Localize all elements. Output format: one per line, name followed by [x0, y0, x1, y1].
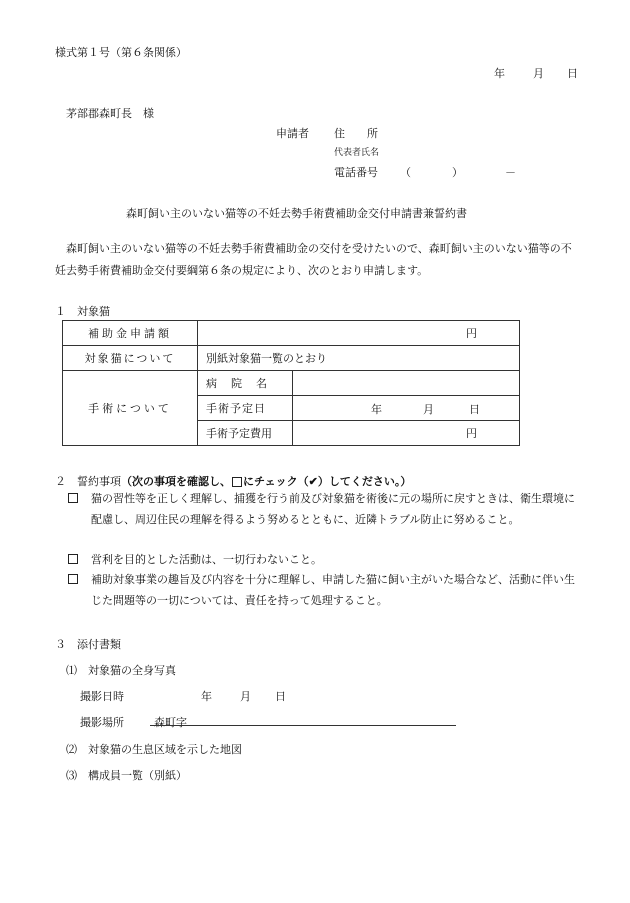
- photo-place-underline: [150, 725, 456, 726]
- date-year-label: 年: [494, 67, 505, 80]
- photo-month-label: 月: [240, 690, 251, 703]
- surgery-date-label: 手術予定日: [198, 396, 293, 421]
- section3-heading: ３ 添付書類: [55, 638, 121, 651]
- surgery-cost-unit: 円: [293, 421, 520, 446]
- pledge-item-2: [67, 549, 579, 570]
- applicant-label: 申請者: [276, 127, 309, 140]
- form-number: 様式第１号（第６条関係）: [55, 46, 187, 59]
- surgery-day-label: 日: [469, 403, 480, 416]
- table-row: [63, 371, 520, 396]
- pledge-item-1: [67, 488, 579, 530]
- section2-heading: [55, 473, 411, 489]
- pledge-text-3: 補助対象事業の趣旨及び内容を十分に理解し、申請した猫に飼い主がいた場合など、活動に伴い生じた問題等の一切については、責任を持って処理すること。: [91, 573, 575, 607]
- document-title: 森町飼い主のいない猫等の不妊去勢手術費補助金交付申請書兼誓約書: [126, 207, 467, 220]
- photo-day-label: 日: [275, 690, 286, 703]
- hospital-name-field: [293, 371, 520, 396]
- section1-heading: １ 対象猫: [55, 305, 110, 318]
- section2-instruction-1: （次の事項を確認し、: [121, 475, 231, 488]
- pledge-checkbox-1[interactable]: [68, 493, 78, 503]
- attachment-item-1: ⑴ 対象猫の全身写真: [66, 664, 176, 677]
- target-cat-table: [62, 320, 520, 446]
- pledge-item-3: [67, 569, 579, 611]
- checkmark-icon: ✔: [308, 475, 318, 488]
- pledge-text-1: 猫の習性等を正しく理解し、捕獲を行う前及び対象猫を術後に元の場所に戻すときは、衛生環境に配慮し、周辺住民の理解を得るよう努めるとともに、近隣トラブル防止に努めること。: [91, 492, 575, 526]
- attachment-item-2: ⑵ 対象猫の生息区域を示した地図: [66, 743, 242, 756]
- intro-paragraph: 森町飼い主のいない猫等の不妊去勢手術費補助金の交付を受けたいので、森町飼い主のいない猫等の不妊去勢手術費補助金交付要綱第６条の規定により、次のとおり申請します。: [55, 242, 572, 277]
- section2-instruction-2: にチェック（: [243, 475, 309, 488]
- pledge-checkbox-2[interactable]: [68, 554, 78, 564]
- date-day-label: 日: [567, 67, 578, 80]
- attachment-item-3: ⑶ 構成員一覧（別紙）: [66, 769, 187, 782]
- pledge-checkbox-3[interactable]: [68, 574, 78, 584]
- address-label: 住 所: [334, 127, 378, 140]
- phone-dash: －: [505, 166, 516, 179]
- table-row: [63, 321, 520, 346]
- target-cat-label: 対象猫について: [63, 346, 198, 371]
- section2-instruction-3: ）してください。）: [317, 475, 412, 488]
- recipient: 茅部郡森町長 様: [66, 107, 154, 120]
- photo-place-value: 森町字: [154, 716, 187, 729]
- photo-place-label: 撮影場所: [80, 716, 124, 729]
- subsidy-amount-label: 補助金申請額: [63, 321, 198, 346]
- photo-year-label: 年: [201, 690, 212, 703]
- pledge-text-2: 営利を目的とした活動は、一切行わないこと。: [91, 553, 322, 566]
- surgery-cost-label: 手術予定費用: [198, 421, 293, 446]
- phone-open-paren: （: [400, 166, 411, 179]
- table-row: [63, 346, 520, 371]
- subsidy-amount-unit: 円: [198, 321, 520, 346]
- surgery-label: 手術について: [63, 371, 198, 446]
- phone-close-paren: ）: [452, 166, 463, 179]
- target-cat-value: 別紙対象猫一覧のとおり: [198, 346, 520, 371]
- surgery-date-field: [293, 396, 520, 421]
- date-month-label: 月: [533, 67, 544, 80]
- checkbox-sample-icon: [232, 477, 242, 487]
- photo-date-label: 撮影日時: [80, 690, 124, 703]
- surgery-month-label: 月: [423, 403, 434, 416]
- hospital-name-label: 病院名: [198, 371, 293, 396]
- surgery-year-label: 年: [371, 403, 382, 416]
- section2-heading-text: ２ 誓約事項: [55, 475, 121, 488]
- phone-label: 電話番号: [334, 166, 378, 179]
- rep-name-label: 代表者氏名: [334, 148, 380, 158]
